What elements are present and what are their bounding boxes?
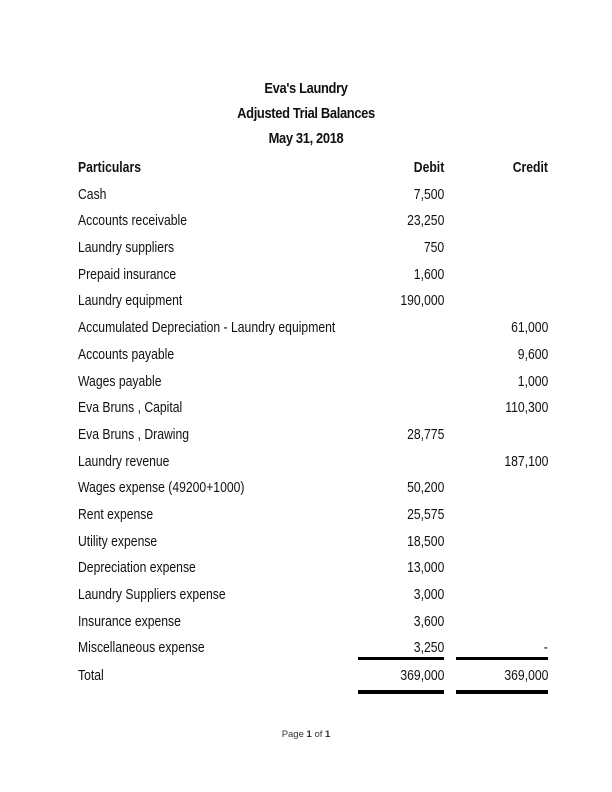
table-row	[78, 208, 558, 235]
row-debit: 3,000	[413, 587, 444, 603]
row-label: Insurance expense	[78, 613, 181, 630]
report-date: May 31, 2018	[268, 130, 344, 147]
row-credit: 9,600	[517, 346, 548, 363]
row-label: Rent expense	[78, 506, 154, 523]
row-credit: 187,100	[503, 453, 548, 470]
column-header-particulars: Particulars	[78, 160, 141, 176]
debit-total-double-rule	[358, 690, 444, 694]
table-row	[78, 502, 558, 529]
table-row	[78, 369, 558, 396]
row-label: Cash	[78, 186, 107, 203]
row-credit: 110,300	[504, 400, 548, 417]
row-credit: -	[543, 640, 548, 657]
page-current: 1	[306, 729, 312, 740]
row-label: Wages expense (49200+1000)	[78, 480, 245, 497]
table-body	[78, 182, 558, 662]
row-label: Depreciation expense	[78, 560, 196, 577]
table-row	[78, 449, 558, 476]
total-credit: 369,000	[503, 668, 548, 684]
row-debit: 7,500	[413, 186, 444, 203]
row-label: Eva Bruns , Capital	[78, 400, 183, 417]
row-label: Laundry Suppliers expense	[78, 587, 226, 603]
company-name: Eva's Laundry	[264, 80, 348, 97]
column-header-debit: Debit	[413, 160, 444, 176]
row-label: Eva Bruns , Drawing	[78, 426, 190, 443]
credit-total-double-rule	[456, 690, 548, 694]
row-debit: 18,500	[406, 533, 444, 550]
table-row	[78, 609, 558, 636]
trial-balance-table	[78, 155, 558, 662]
page-footer	[0, 729, 612, 740]
table-row	[78, 315, 558, 342]
row-label: Accounts payable	[78, 346, 175, 363]
row-debit: 23,250	[406, 213, 444, 230]
row-label: Miscellaneous expense	[78, 640, 205, 657]
row-label: Prepaid insurance	[78, 266, 177, 283]
table-row	[78, 582, 558, 609]
page-prefix: Page	[281, 729, 307, 740]
row-debit: 25,575	[406, 506, 444, 523]
report-header	[0, 76, 612, 151]
credit-subtotal-rule	[456, 657, 548, 660]
row-debit: 28,775	[406, 426, 444, 443]
table-row	[78, 529, 558, 556]
row-debit: 3,250	[413, 640, 444, 657]
row-credit: 1,000	[517, 373, 548, 390]
row-debit: 13,000	[406, 560, 444, 577]
table-row	[78, 395, 558, 422]
row-debit: 190,000	[399, 293, 444, 310]
row-label: Accumulated Depreciation - Laundry equipment	[78, 320, 336, 337]
table-row	[78, 288, 558, 315]
row-debit: 1,600	[413, 266, 444, 283]
table-row	[78, 182, 558, 209]
table-row	[78, 262, 558, 289]
total-debit: 369,000	[399, 668, 444, 684]
row-label: Utility expense	[78, 533, 158, 550]
table-header-row	[78, 155, 558, 182]
row-label: Wages payable	[78, 373, 162, 390]
table-row	[78, 475, 558, 502]
row-label: Accounts receivable	[78, 213, 188, 230]
debit-subtotal-rule	[358, 657, 444, 660]
column-header-credit: Credit	[512, 160, 548, 176]
row-label: Laundry revenue	[78, 453, 170, 470]
page-total: 1	[325, 729, 331, 740]
row-debit: 3,600	[413, 613, 444, 630]
table-row	[78, 555, 558, 582]
row-debit: 750	[423, 240, 444, 257]
report-title: Adjusted Trial Balances	[237, 105, 375, 122]
table-row	[78, 235, 558, 262]
row-debit: 50,200	[406, 480, 444, 497]
table-row	[78, 422, 558, 449]
table-row	[78, 342, 558, 369]
total-label: Total	[78, 668, 104, 684]
row-credit: 61,000	[510, 320, 548, 337]
row-label: Laundry suppliers	[78, 240, 175, 257]
total-row	[78, 663, 558, 690]
page-of: of	[311, 729, 326, 740]
row-label: Laundry equipment	[78, 293, 183, 310]
